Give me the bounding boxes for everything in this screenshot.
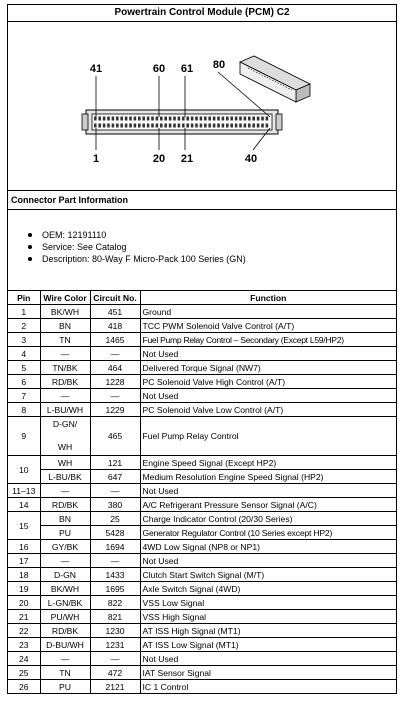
pin-cavity <box>134 124 137 128</box>
label-pin-40: 40 <box>244 153 258 165</box>
function-cell: VSS High Signal <box>140 610 396 624</box>
table-row <box>8 540 396 554</box>
connector-info-heading: Connector Part Information <box>8 191 396 210</box>
pin-cavity <box>200 124 203 128</box>
table-row <box>8 526 396 540</box>
wire-color-cell: — <box>40 389 90 403</box>
table-row <box>8 596 396 610</box>
pin-cavity <box>235 117 238 121</box>
circuit-cell: 25 <box>90 512 140 526</box>
circuit-cell: 5428 <box>90 526 140 540</box>
pin-cell: 6 <box>8 375 40 389</box>
pin-cavity <box>98 117 101 121</box>
connector-iso-icon <box>240 56 310 102</box>
pin-cavity <box>182 124 185 128</box>
function-cell: Engine Speed Signal (Except HP2) <box>140 456 396 470</box>
circuit-cell: 1695 <box>90 582 140 596</box>
pin-cavity <box>103 117 106 121</box>
wire-color-cell <box>40 417 90 456</box>
circuit-cell: — <box>90 652 140 666</box>
circuit-cell: 1229 <box>90 403 140 417</box>
pin-cavity <box>191 117 194 121</box>
circuit-cell: 465 <box>90 417 140 456</box>
header-wire-color: Wire Color <box>40 291 90 305</box>
pin-cavity <box>147 117 150 121</box>
wire-color-cell: RD/BK <box>40 498 90 512</box>
pin-cavity <box>142 124 145 128</box>
wire-color-cell: GY/BK <box>40 540 90 554</box>
header-circuit-no: Circuit No. <box>90 291 140 305</box>
function-cell: Axle Switch Signal (4WD) <box>140 582 396 596</box>
pin-cell: 5 <box>8 361 40 375</box>
table-row <box>8 512 396 526</box>
function-cell: Charge Indicator Control (20/30 Series) <box>140 512 396 526</box>
pin-cavity <box>204 117 207 121</box>
table-row <box>8 456 396 470</box>
function-cell: AT ISS High Signal (MT1) <box>140 624 396 638</box>
circuit-cell: 2121 <box>90 680 140 694</box>
pin-cavity <box>173 124 176 128</box>
wire-color-cell: TN <box>40 666 90 680</box>
table-row <box>8 638 396 652</box>
pin-cavity <box>195 124 198 128</box>
connector-info-list <box>28 229 246 265</box>
pin-cavity <box>208 117 211 121</box>
pin-cell: 26 <box>8 680 40 694</box>
function-cell: Ground <box>140 305 396 319</box>
pin-cavity <box>230 124 233 128</box>
pin-cavity <box>252 117 255 121</box>
connector-illustration <box>8 22 396 190</box>
table-row <box>8 624 396 638</box>
pin-cavity <box>257 124 260 128</box>
pin-cavity <box>261 124 264 128</box>
wire-color-cell: BK/WH <box>40 582 90 596</box>
pin-cavity <box>226 124 229 128</box>
pin-cavity <box>142 117 145 121</box>
pin-cavity <box>217 117 220 121</box>
pin-cell: 15 <box>8 512 40 540</box>
pin-cavity <box>169 117 172 121</box>
wire-color-cell: L-BU/BK <box>40 470 90 484</box>
circuit-cell: 472 <box>90 666 140 680</box>
pin-cavity <box>156 124 159 128</box>
table-row <box>8 361 396 375</box>
table-row <box>8 666 396 680</box>
connector-info-oem: OEM: 12191110 <box>28 229 246 241</box>
table-row <box>8 498 396 512</box>
pin-cavity <box>138 124 141 128</box>
wire-color-cell: — <box>40 652 90 666</box>
wire-color-cell: WH <box>40 456 90 470</box>
pin-cavity <box>151 124 154 128</box>
pin-cell: 24 <box>8 652 40 666</box>
circuit-cell: 1694 <box>90 540 140 554</box>
circuit-cell: 822 <box>90 596 140 610</box>
pin-cell: 22 <box>8 624 40 638</box>
pin-cell: 9 <box>8 417 40 456</box>
table-row <box>8 305 396 319</box>
circuit-cell: 380 <box>90 498 140 512</box>
wire-color-cell: BN <box>40 319 90 333</box>
pin-cavity <box>257 117 260 121</box>
function-cell: Not Used <box>140 347 396 361</box>
circuit-cell: — <box>90 484 140 498</box>
function-cell: Clutch Start Switch Signal (M/T) <box>140 568 396 582</box>
pin-cavity <box>213 124 216 128</box>
pin-cavity <box>156 117 159 121</box>
connector-info-description: Description: 80-Way F Micro-Pack 100 Series (GN) <box>28 253 246 265</box>
table-row <box>8 333 396 347</box>
label-pin-20: 20 <box>152 153 166 165</box>
pin-cell: 11–13 <box>8 484 40 498</box>
pin-cavity <box>266 117 269 121</box>
page-title: Powertrain Control Module (PCM) C2 <box>8 5 396 22</box>
pin-cavity <box>164 124 167 128</box>
pin-cell: 23 <box>8 638 40 652</box>
pin-cavity <box>204 124 207 128</box>
function-cell: 4WD Low Signal (NP8 or NP1) <box>140 540 396 554</box>
wire-color-cell: BN <box>40 512 90 526</box>
table-row <box>8 484 396 498</box>
pin-cell: 10 <box>8 456 40 484</box>
function-cell: Not Used <box>140 389 396 403</box>
table-row <box>8 389 396 403</box>
function-cell: Fuel Pump Relay Control <box>140 417 396 456</box>
circuit-cell: 464 <box>90 361 140 375</box>
pin-cavity <box>125 117 128 121</box>
label-pin-61: 61 <box>180 63 194 75</box>
circuit-cell: — <box>90 347 140 361</box>
wire-color-cell: BK/WH <box>40 305 90 319</box>
table-header-row <box>8 291 396 305</box>
pin-cavity <box>226 117 229 121</box>
wire-color-cell: D-BU/WH <box>40 638 90 652</box>
wire-color-cell: L-BU/WH <box>40 403 90 417</box>
function-cell: Fuel Pump Relay Control – Secondary (Except L59/HP2) <box>140 333 396 347</box>
label-pin-21: 21 <box>180 153 194 165</box>
pin-cell: 16 <box>8 540 40 554</box>
pin-cavity <box>112 117 115 121</box>
wire-color-cell: — <box>40 554 90 568</box>
wire-color-cell: — <box>40 484 90 498</box>
pin-cavity <box>178 117 181 121</box>
function-cell: Not Used <box>140 484 396 498</box>
wire-color-cell: RD/BK <box>40 624 90 638</box>
wire-color-cell: TN <box>40 333 90 347</box>
pin-cavity <box>120 117 123 121</box>
function-cell: VSS Low Signal <box>140 596 396 610</box>
pin-cavity <box>151 117 154 121</box>
circuit-cell: 451 <box>90 305 140 319</box>
pin-cavity <box>138 117 141 121</box>
connector-sheet <box>7 4 397 694</box>
pin-cavity <box>116 117 119 121</box>
function-cell: Not Used <box>140 554 396 568</box>
header-pin: Pin <box>8 291 40 305</box>
function-cell: Generator Regulator Control (10 Series except HP2) <box>140 526 396 540</box>
pin-cavity <box>120 124 123 128</box>
pin-cell: 2 <box>8 319 40 333</box>
pin-cavity <box>164 117 167 121</box>
circuit-cell: 1230 <box>90 624 140 638</box>
circuit-cell: 418 <box>90 319 140 333</box>
pin-cavity <box>94 124 97 128</box>
pin-cavity <box>244 117 247 121</box>
pin-cavity <box>129 124 132 128</box>
wire-color-cell: PU <box>40 680 90 694</box>
function-cell: AT ISS Low Signal (MT1) <box>140 638 396 652</box>
pin-cavity <box>195 117 198 121</box>
pin-cavity <box>160 124 163 128</box>
function-cell: TCC PWM Solenoid Valve Control (A/T) <box>140 319 396 333</box>
function-cell: IAT Sensor Signal <box>140 666 396 680</box>
pin-cavity <box>125 124 128 128</box>
pin-cavity <box>248 124 251 128</box>
function-cell: PC Solenoid Valve Low Control (A/T) <box>140 403 396 417</box>
table-row <box>8 568 396 582</box>
pin-cavity <box>208 124 211 128</box>
pin-cavity <box>116 124 119 128</box>
pin-cavity <box>200 117 203 121</box>
pin-cavity <box>129 117 132 121</box>
circuit-cell: — <box>90 389 140 403</box>
pin-cavity <box>261 117 264 121</box>
pin-cell: 4 <box>8 347 40 361</box>
function-cell: Medium Resolution Engine Speed Signal (HP2) <box>140 470 396 484</box>
wire-color-cell: PU <box>40 526 90 540</box>
table-row <box>8 347 396 361</box>
pin-cavity <box>222 117 225 121</box>
wire-color-cell: — <box>40 347 90 361</box>
pin-cavity <box>217 124 220 128</box>
circuit-cell: 821 <box>90 610 140 624</box>
pin-cavity <box>134 117 137 121</box>
table-row <box>8 319 396 333</box>
wire-color-cell: L-GN/BK <box>40 596 90 610</box>
header-function: Function <box>140 291 396 305</box>
wire-color-line-2: WH <box>57 442 73 452</box>
pinout-table <box>8 291 396 693</box>
pin-cell: 19 <box>8 582 40 596</box>
pin-cavity <box>112 124 115 128</box>
pin-cavity <box>103 124 106 128</box>
pin-cavity <box>239 117 242 121</box>
pin-cell: 3 <box>8 333 40 347</box>
wire-color-cell: D-GN <box>40 568 90 582</box>
pin-cavity <box>239 124 242 128</box>
pin-cavity <box>186 124 189 128</box>
pin-cavity <box>266 124 269 128</box>
pin-cell: 25 <box>8 666 40 680</box>
pin-cell: 14 <box>8 498 40 512</box>
table-row <box>8 403 396 417</box>
pin-cavity <box>107 124 110 128</box>
pin-cavity <box>160 117 163 121</box>
pin-cavity <box>222 124 225 128</box>
circuit-cell: — <box>90 554 140 568</box>
circuit-cell: 1433 <box>90 568 140 582</box>
pin-cell: 7 <box>8 389 40 403</box>
pin-cavity <box>248 117 251 121</box>
table-row <box>8 375 396 389</box>
label-pin-1: 1 <box>92 153 100 165</box>
function-cell: PC Solenoid Valve High Control (A/T) <box>140 375 396 389</box>
label-pin-80: 80 <box>212 59 226 71</box>
pin-cavity <box>147 124 150 128</box>
function-cell: Delivered Torque Signal (NW7) <box>140 361 396 375</box>
pin-cell: 21 <box>8 610 40 624</box>
pin-cell: 18 <box>8 568 40 582</box>
pin-cavity <box>230 117 233 121</box>
connector-diagram <box>8 22 396 191</box>
function-cell: A/C Refrigerant Pressure Sensor Signal (A/C) <box>140 498 396 512</box>
circuit-cell: 1231 <box>90 638 140 652</box>
table-row <box>8 610 396 624</box>
table-row <box>8 582 396 596</box>
pin-cell: 20 <box>8 596 40 610</box>
connector-info-service: Service: See Catalog <box>28 241 246 253</box>
circuit-cell: 121 <box>90 456 140 470</box>
pin-cavity <box>94 117 97 121</box>
function-cell: Not Used <box>140 652 396 666</box>
pin-cavity <box>182 117 185 121</box>
circuit-cell: 1465 <box>90 333 140 347</box>
wire-color-cell: RD/BK <box>40 375 90 389</box>
pin-cavity <box>173 117 176 121</box>
pin-cavity <box>244 124 247 128</box>
wire-color-cell: PU/WH <box>40 610 90 624</box>
pin-cavity <box>252 124 255 128</box>
pin-cavity <box>213 117 216 121</box>
wire-color-line-1: D-GN/ <box>52 419 78 429</box>
pin-cavity <box>178 124 181 128</box>
pin-cavity <box>186 117 189 121</box>
connector-info-body <box>8 210 396 291</box>
pin-cell: 1 <box>8 305 40 319</box>
pin-cell: 8 <box>8 403 40 417</box>
wire-color-cell: TN/BK <box>40 361 90 375</box>
pin-cavity <box>169 124 172 128</box>
label-pin-60: 60 <box>152 63 166 75</box>
circuit-cell: 1228 <box>90 375 140 389</box>
table-row <box>8 417 396 456</box>
table-row <box>8 554 396 568</box>
table-row <box>8 470 396 484</box>
label-pin-41: 41 <box>89 63 103 75</box>
pin-cavity <box>98 124 101 128</box>
pin-cell: 17 <box>8 554 40 568</box>
pin-cavity <box>235 124 238 128</box>
function-cell: IC 1 Control <box>140 680 396 694</box>
table-row <box>8 680 396 694</box>
pin-cavity <box>107 117 110 121</box>
table-row <box>8 652 396 666</box>
pin-cavity <box>191 124 194 128</box>
circuit-cell: 647 <box>90 470 140 484</box>
